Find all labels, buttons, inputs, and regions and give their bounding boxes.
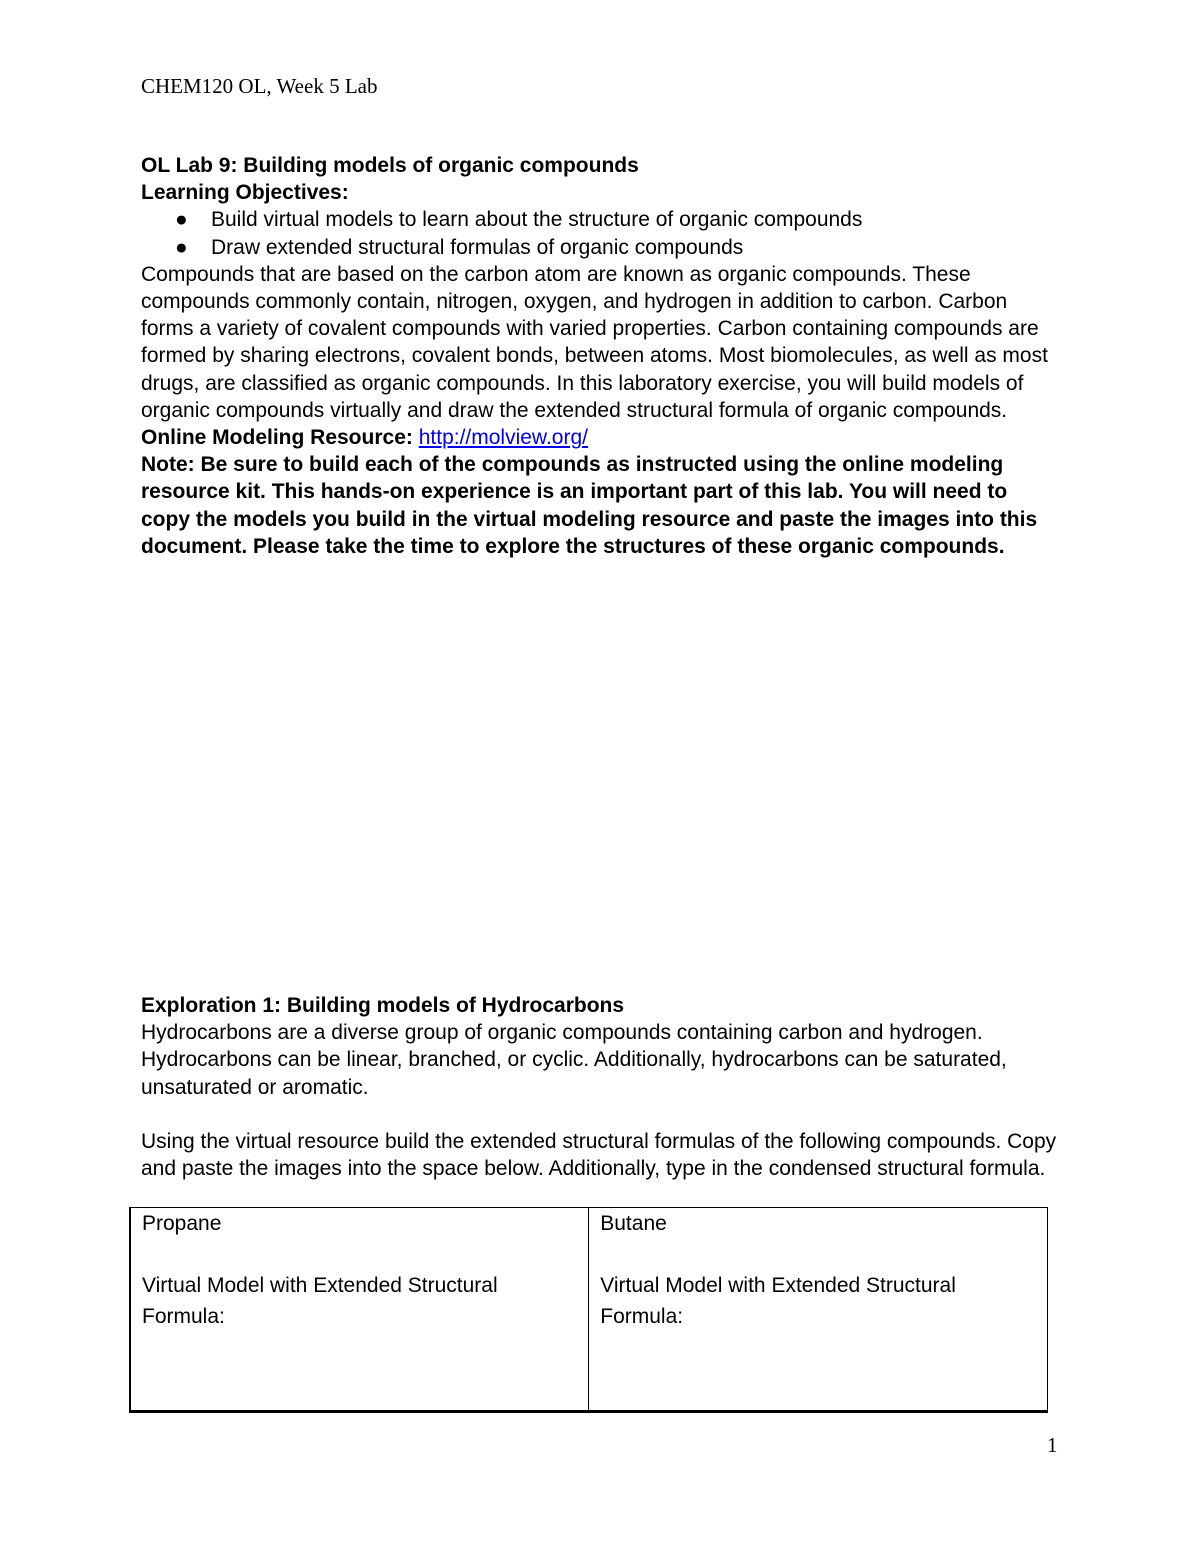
exploration-title: Exploration 1: Building models of Hydrocarbons bbox=[141, 994, 625, 1017]
table-row bbox=[130, 1208, 1048, 1412]
page-number: 1 bbox=[1047, 1433, 1058, 1457]
butane-cell[interactable] bbox=[589, 1208, 1048, 1412]
objective-item bbox=[141, 206, 1061, 233]
bullet-icon: ● bbox=[175, 235, 188, 259]
bullet-icon: ● bbox=[175, 208, 188, 232]
compound-name: Propane bbox=[142, 1212, 222, 1235]
objectives-list bbox=[141, 206, 1061, 260]
molview-link[interactable]: http://molview.org/ bbox=[418, 426, 588, 450]
lab-section bbox=[141, 152, 1061, 560]
compound-name: Butane bbox=[600, 1212, 667, 1235]
objective-item bbox=[141, 234, 1061, 261]
resource-line bbox=[141, 424, 1061, 451]
spacer bbox=[600, 1239, 1037, 1270]
propane-cell[interactable] bbox=[130, 1208, 589, 1412]
exploration-section bbox=[141, 992, 1061, 1182]
spacer bbox=[141, 1101, 1061, 1128]
note-paragraph: Note: Be sure to build each of the compounds as instructed using the online modeling resource kit. This hands-on experience is an important part of this lab. You will need to copy the models you build in the virtual modeling resource and paste the images into this document. Please take the time to explore the structures of these organic compounds. bbox=[141, 453, 1038, 558]
objective-text: Draw extended structural formulas of organic compounds bbox=[211, 235, 744, 259]
spacer bbox=[142, 1239, 578, 1270]
resource-label: Online Modeling Resource: bbox=[141, 426, 413, 450]
exploration-instructions: Using the virtual resource build the extended structural formulas of the following compounds. Copy and paste the images into the space below. Additionally, type in the condensed structural formula. bbox=[141, 1129, 1057, 1181]
objectives-heading: Learning Objectives: bbox=[141, 181, 349, 205]
model-label: Virtual Model with Extended Structural Formula: bbox=[600, 1274, 956, 1328]
lab-title: OL Lab 9: Building models of organic compounds bbox=[141, 154, 639, 177]
running-header: CHEM120 OL, Week 5 Lab bbox=[141, 74, 378, 98]
compounds-table bbox=[129, 1207, 1048, 1413]
model-label: Virtual Model with Extended Structural Formula: bbox=[142, 1274, 498, 1328]
exploration-description: Hydrocarbons are a diverse group of organic compounds containing carbon and hydrogen. Hydrocarbons can be linear, branched, or cyclic. Additionally, hydrocarbons can be saturated, unsaturated or aromatic. bbox=[141, 1021, 1007, 1099]
intro-paragraph: Compounds that are based on the carbon atom are known as organic compounds. These compounds commonly contain, nitrogen, oxygen, and hydrogen in addition to carbon. Carbon forms a variety of covalent compounds with varied properties. Carbon containing compounds are formed by sharing electrons, covalent bonds, between atoms. Most biomolecules, as well as most drugs, are classified as organic compounds. In this laboratory exercise, you will build models of organic compounds virtually and draw the extended structural formula of organic compounds. bbox=[141, 262, 1048, 422]
objective-text: Build virtual models to learn about the structure of organic compounds bbox=[211, 208, 863, 232]
